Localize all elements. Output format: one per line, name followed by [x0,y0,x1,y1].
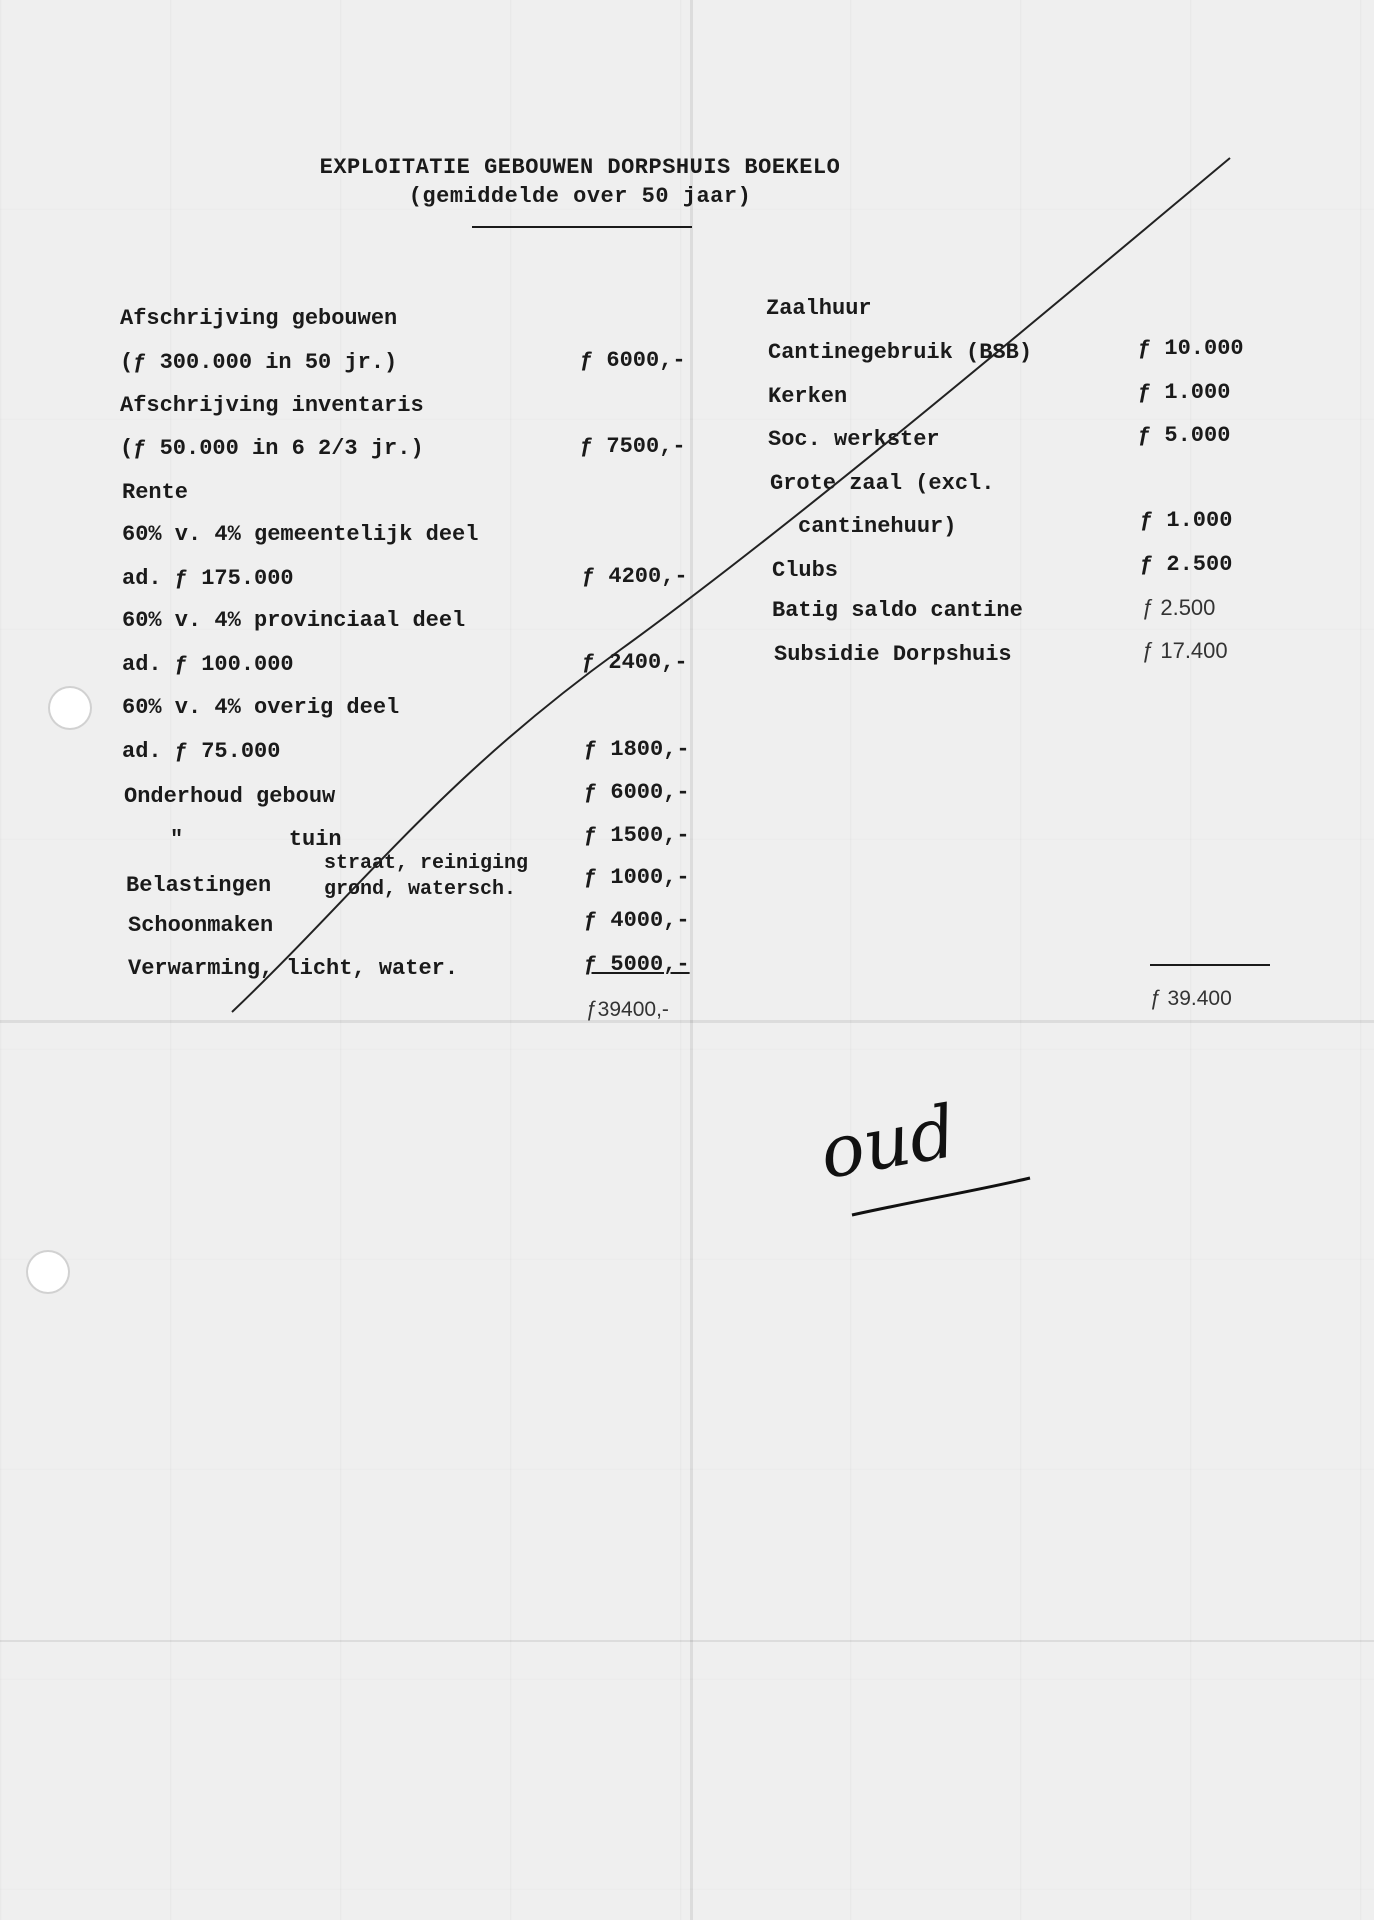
income-amount: ƒ 2.500 [1142,595,1216,620]
income-label: cantinehuur) [798,514,957,539]
income-amount: ƒ 17.400 [1142,638,1228,663]
income-amount: ƒ 1.000 [1138,380,1231,405]
document-title: EXPLOITATIE GEBOUWEN DORPSHUIS BOEKELO [319,155,841,180]
document-subtitle: (gemiddelde over 50 jaar) [408,184,752,209]
income-label: Soc. werkster [768,427,940,452]
expense-label: Onderhoud gebouw [124,784,336,809]
expense-label: ad. ƒ 75.000 [122,739,281,764]
expense-amount: ƒ 4000,- [584,908,690,933]
income-amount: ƒ 10.000 [1138,336,1244,361]
expenses-total: ƒ39400,- [586,998,669,1021]
income-label: Cantinegebruik (BSB) [768,340,1033,365]
income-label: Grote zaal (excl. [770,471,995,496]
expense-label: Belastingen [126,873,272,898]
expense-label: " tuin [170,827,342,852]
expense-amount: ƒ 5000,- [584,952,690,977]
expense-label: Verwarming, licht, water. [128,956,459,981]
income-total: ƒ 39.400 [1150,987,1232,1010]
expense-label: (ƒ 300.000 in 50 jr.) [120,350,398,375]
income-label: Clubs [772,558,839,583]
belastingen-detail-line: grond, watersch. [324,878,517,901]
expense-label: Afschrijving inventaris [120,393,424,418]
diagonal-cross-out-line [232,158,1233,1012]
expense-label: Rente [122,480,189,505]
expense-label: 60% v. 4% gemeentelijk deel [122,522,479,547]
income-label: Batig saldo cantine [772,598,1023,623]
belastingen-detail-line: straat, reiniging [324,852,529,875]
expense-label: 60% v. 4% overig deel [122,695,400,720]
expense-amount: ƒ 6000,- [584,780,690,805]
expense-amount: ƒ 6000,- [580,348,686,373]
income-label: Subsidie Dorpshuis [774,642,1012,667]
expense-label: (ƒ 50.000 in 6 2/3 jr.) [120,436,424,461]
handwritten-note: oud [813,1088,963,1196]
expense-label: ad. ƒ 100.000 [122,652,294,677]
expense-amount: ƒ 7500,- [580,434,686,459]
income-label: Kerken [768,384,848,409]
expense-amount: ƒ 1000,- [584,865,690,890]
income-amount: ƒ 2.500 [1140,552,1233,577]
income-label: Zaalhuur [766,296,872,321]
expense-amount: ƒ 1500,- [584,823,690,848]
expense-amount: ƒ 2400,- [582,650,688,675]
expense-label: Schoonmaken [128,913,274,938]
income-amount: ƒ 1.000 [1140,508,1233,533]
income-amount: ƒ 5.000 [1138,423,1231,448]
expense-label: Afschrijving gebouwen [120,306,398,331]
expense-label: ad. ƒ 175.000 [122,566,294,591]
expense-amount: ƒ 1800,- [584,737,690,762]
expense-label: 60% v. 4% provinciaal deel [122,608,466,633]
expense-amount: ƒ 4200,- [582,564,688,589]
